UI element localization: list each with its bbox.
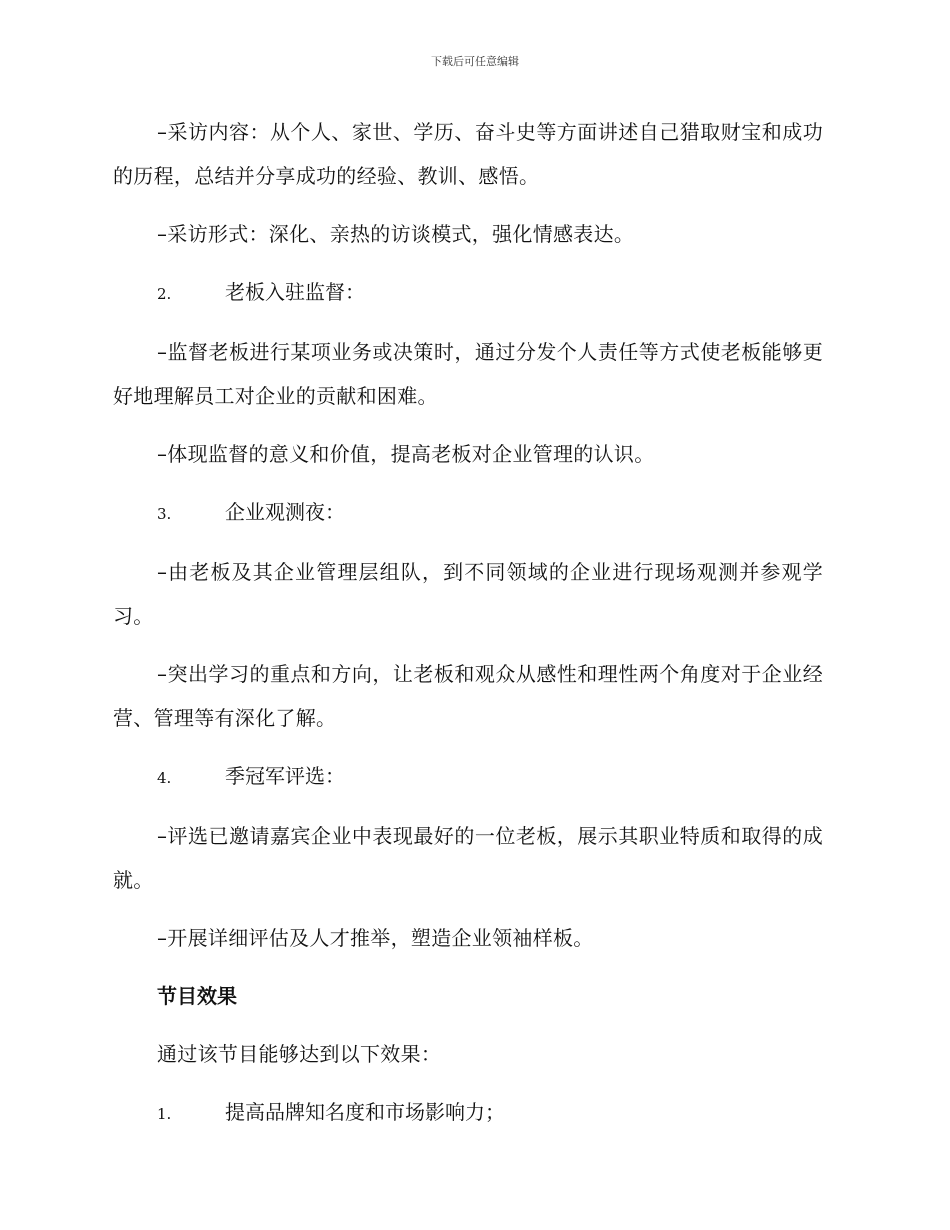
numbered-item-1: [113, 1090, 823, 1136]
item-number: 4.: [157, 769, 172, 787]
paragraph-supervision-desc: –监督老板进行某项业务或决策时，通过分发个人责任等方式使老板能够更好地理解员工对企业的贡献和困难。: [113, 340, 823, 408]
numbered-item-3: [113, 490, 823, 536]
item-title: 企业观测夜：: [225, 500, 345, 524]
item-title: 季冠军评选：: [225, 764, 345, 788]
paragraph-champion-desc: –评选已邀请嘉宾企业中表现最好的一位老板，展示其职业特质和取得的成就。: [113, 824, 823, 892]
numbered-item-2: [113, 270, 823, 316]
item-title: 提高品牌知名度和市场影响力；: [225, 1100, 505, 1124]
paragraph-supervision-value: –体现监督的意义和价值，提高老板对企业管理的认识。: [157, 442, 655, 466]
page-header: 下载后可任意编辑: [431, 55, 519, 68]
item-title: 老板入驻监督：: [225, 280, 365, 304]
paragraph-effects-intro: 通过该节目能够达到以下效果：: [157, 1042, 442, 1066]
item-number: 2.: [157, 285, 172, 303]
paragraph-observation-focus: –突出学习的重点和方向，让老板和观众从感性和理性两个角度对于企业经营、管理等有深化了解。: [113, 662, 823, 730]
paragraph-champion-evaluation: –开展详细评估及人才推举，塑造企业领袖样板。: [157, 926, 594, 950]
paragraph-observation-desc: –由老板及其企业管理层组队，到不同领域的企业进行现场观测并参观学习。: [113, 560, 823, 628]
numbered-item-4: [113, 754, 823, 800]
section-heading: 节目效果: [157, 984, 237, 1008]
paragraph-interview-content: –采访内容：从个人、家世、学历、奋斗史等方面讲述自己猎取财宝和成功的历程，总结并分享成功的经验、教训、感悟。: [113, 120, 823, 188]
document-body: [113, 110, 823, 1150]
item-number: 3.: [157, 505, 172, 523]
item-number: 1.: [157, 1105, 172, 1123]
paragraph-interview-format: –采访形式：深化、亲热的访谈模式，强化情感表达。: [157, 222, 635, 246]
